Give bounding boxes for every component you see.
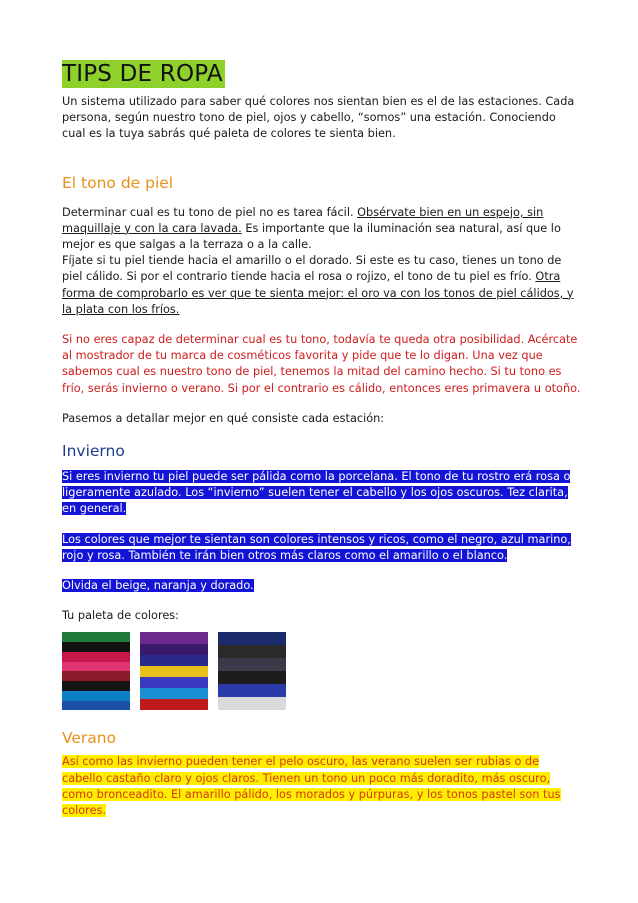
fabric-band [140, 677, 208, 689]
fabric-band [218, 645, 286, 659]
fabric-swatch-2 [140, 632, 208, 710]
fabric-band [140, 666, 208, 678]
tono-paragraph-1: Determinar cual es tu tono de piel no es tarea fácil. Obsérvate bien en un espejo, sin maquillaje y con la cara lavada. Es importante que la iluminación sea natural, así que lo mejor es que salgas a la terraza o a la calle. [62, 205, 561, 252]
underlined-gold-silver-tip: Otra forma de comprobarlo es ver que te sienta mejor: el oro va con los tonos de piel cálidos, y la plata con los fríos. [62, 270, 574, 316]
invierno-paragraph-3: Olvida el beige, naranja y dorado. [62, 579, 254, 593]
intro-paragraph: Un sistema utilizado para saber qué colores nos sientan bien es el de las estaciones. Cada persona, según nuestro tono de piel, ojos y cabello, “somos” una estación. Conociendo cual es la tuya sabrás qué paleta de colores te sienta bien. [62, 95, 575, 141]
fabric-band [140, 644, 208, 656]
red-paragraph: Si no eres capaz de determinar cual es tu tono, todavía te queda otra posibilidad. Acércate al mostrador de tu marca de cosméticos favorita y pide que te lo digan. Una vez que sabemos cual es nuestro tono de piel, tenemos la mitad del camino hecho. Si tu tono es frío, serás invierno o verano. Si por el contrario es cálido, entonces eres primavera u otoño. [62, 333, 581, 395]
fabric-swatch-3 [218, 632, 286, 710]
fabric-swatch-1 [62, 632, 130, 710]
fabric-band [62, 681, 130, 691]
fabric-band [62, 691, 130, 701]
paleta-label: Tu paleta de colores: [62, 609, 179, 623]
fabric-band [140, 699, 208, 710]
invierno-paragraph-2: Los colores que mejor te sientan son colores intensos y ricos, como el negro, azul marino, rojo y rosa. También te irán bien otros más claros como el amarillo o el blanco. [62, 532, 571, 562]
fabric-band [218, 658, 286, 672]
fabric-band [62, 701, 130, 711]
fabric-band [62, 662, 130, 672]
pasemos-paragraph: Pasemos a detallar mejor en qué consiste cada estación: [62, 411, 385, 425]
verano-paragraph-1: Así como las invierno pueden tener el pelo oscuro, las verano suelen ser rubias o de cabello castaño claro y ojos claros. Tienen un tono un poco más doradito, más oscuro, como bronceadito. El amarillo pálido, los morados y púrpuras, y los tonos pastel son tus colores. [62, 755, 561, 818]
fabric-band [218, 684, 286, 698]
fabric-band [62, 671, 130, 681]
fabric-band [62, 632, 130, 642]
fabric-band [218, 632, 286, 646]
fabric-band [140, 688, 208, 700]
color-palette-image [62, 632, 582, 710]
heading-verano: Verano [62, 729, 117, 748]
invierno-paragraph-1: Si eres invierno tu piel puede ser pálida como la porcelana. El tono de tu rostro erá rosa o ligeramente azulado. Los “invierno” suelen tener el cabello y los ojos oscuros. Tez clarita, en general. [62, 470, 571, 516]
page-title: TIPS DE ROPA [62, 61, 223, 87]
fabric-band [62, 652, 130, 662]
fabric-band [218, 671, 286, 685]
underlined-mirror-tip: Obsérvate bien en un espejo, sin maquillaje y con la cara lavada. [62, 205, 544, 235]
fabric-band [140, 632, 208, 644]
heading-tono-de-piel: El tono de piel [62, 173, 174, 192]
fabric-band [218, 697, 286, 710]
fabric-band [62, 642, 130, 652]
tono-paragraph-2: Fíjate si tu piel tiende hacia el amarillo o el dorado. Si este es tu caso, tienes un tono de piel cálido. Si por el contrario tiende hacia el rosa o rojizo, el tono de tu piel es frío. Otra forma de comprobarlo es ver que te sienta mejor: el oro va con los tonos de piel cálidos, y la plata con los fríos. [62, 254, 574, 316]
document-page [62, 60, 582, 819]
heading-invierno: Invierno [62, 442, 125, 461]
fabric-band [140, 655, 208, 667]
